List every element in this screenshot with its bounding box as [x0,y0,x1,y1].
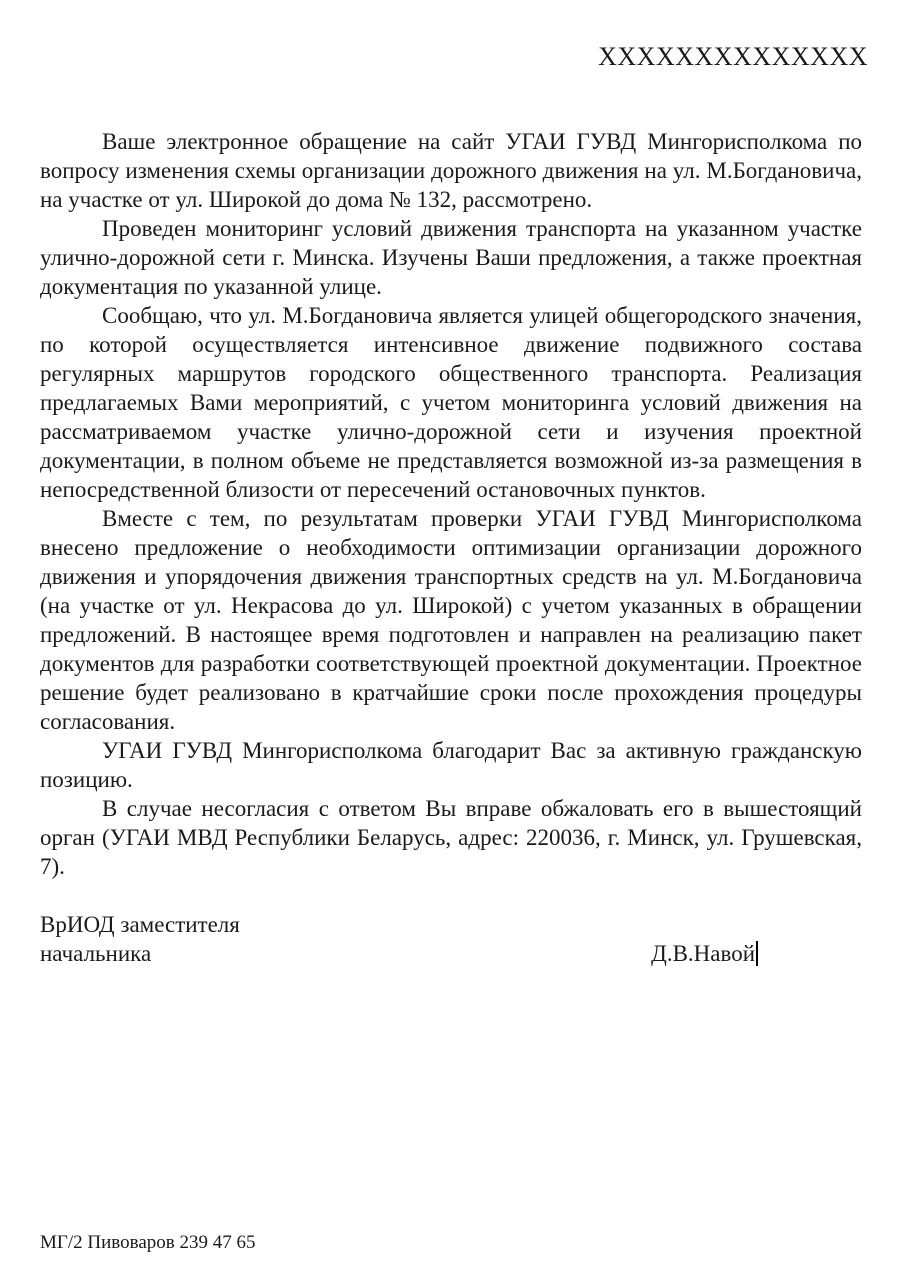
body-paragraph-5: УГАИ ГУВД Мингорисполкома благодарит Вас за активную гражданскую позицию. [40,738,862,792]
body-paragraph-6: В случае несогласия с ответом Вы вправе обжаловать его в вышестоящий орган (УГАИ МВД Республики Беларусь, адрес: 220036, г. Минск, ул. Грушевская, 7). [40,796,862,879]
body-paragraph-3: Сообщаю, что ул. М.Богдановича является улицей общегородского значения, по которой осуществляется интенсивное движение подвижного состава регулярных маршрутов городского общественного транспорта. Реализация предлагаемых Вами мероприятий, с учетом мониторинга условий движения на рассматриваемом участке улично-дорожной сети и изучения проектной документации, в полном объеме не представляется возможной из-за размещения в непосредственной близости от пересечений остановочных пунктов. [40,303,862,502]
signature-block [40,910,862,968]
signer-title-line1: ВрИОД заместителя [40,912,240,937]
signer-name: Д.В.Навой [651,941,755,966]
body-paragraph-2: Проведен мониторинг условий движения транспорта на указанном участке улично-дорожной сети г. Минска. Изучены Ваши предложения, а также проектная документация по указанной улице. [40,216,862,299]
signer-name-wrap [651,939,862,968]
body-paragraph-4: Вместе с тем, по результатам проверки УГАИ ГУВД Мингорисполкома внесено предложение о необходимости оптимизации организации дорожного движения и упорядочения движения транспортных средств на ул. М.Богдановича (на участке от ул. Некрасова до ул. Широкой) с учетом указанных в обращении предложений. В настоящее время подготовлен и направлен на реализацию пакет документов для разработки соответствующей проектной документации. Проектное решение будет реализовано в кратчайшие сроки после прохождения процедуры согласования. [40,506,862,734]
signer-title-line2: начальника [40,941,152,966]
text-caret [756,941,758,966]
signature-row [40,939,862,968]
executor-footer-note: МГ/2 Пивоваров 239 47 65 [40,1232,256,1253]
body-paragraph-1: Ваше электронное обращение на сайт УГАИ ГУВД Мингорисполкома по вопросу изменения схемы организации дорожного движения на ул. М.Богдановича, на участке от ул. Широкой до дома № 132, рассмотрено. [40,129,862,212]
letter-body [40,127,862,968]
reference-number-mask: XXXXXXXXXXXXXX [598,42,868,71]
